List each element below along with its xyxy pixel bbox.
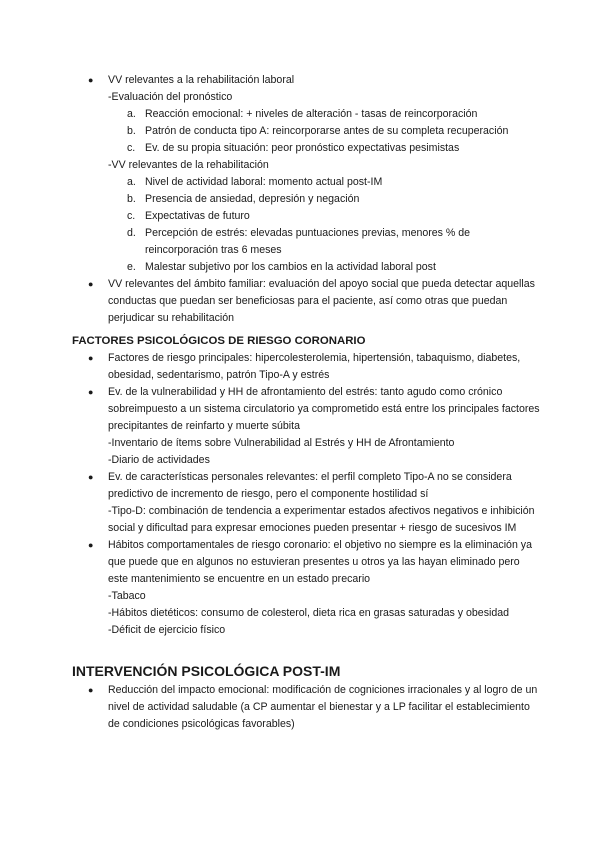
bullet-text: Hábitos comportamentales de riesgo coronario: el objetivo no siempre es la eliminación ya que puede que en algunos no estuvieran presentes u otros ya las hayan eliminado pero este mantenimiento se encuentre en un estado precario xyxy=(108,539,532,585)
list-marker: d. xyxy=(127,227,136,239)
bullet-item xyxy=(0,350,600,384)
bullet-icon: ● xyxy=(88,387,94,397)
sub-item: -Inventario de ítems sobre Vulnerabilidad al Estrés y HH de Afrontamiento xyxy=(108,437,455,449)
bullet-text: Factores de riesgo principales: hipercolesterolemia, hipertensión, tabaquismo, diabetes, obesidad, sedentarismo, patrón Tipo-A y estrés xyxy=(108,352,521,381)
list-marker: e. xyxy=(127,261,136,273)
bullet-text: Ev. de la vulnerabilidad y HH de afrontamiento del estrés: tanto agudo como crónico sobreimpuesto a un sistema circulatorio ya comprometido está entre los principales factores precipitantes de reinfarto y muerte súbita xyxy=(108,386,540,432)
list-text: Percepción de estrés: elevadas puntuaciones previas, menores % de reincorporación tras 6 meses xyxy=(145,227,471,256)
bullet-icon: ● xyxy=(88,279,94,289)
list-text: Presencia de ansiedad, depresión y negación xyxy=(145,193,360,205)
list-marker: a. xyxy=(127,108,136,120)
bullet-text: Reducción del impacto emocional: modificación de cogniciones irracionales y al logro de un nivel de actividad saludable (a CP aumentar el bienestar y a LP facilitar el establecimiento de condiciones psicológicas favorables) xyxy=(108,684,538,730)
list-item xyxy=(0,123,600,140)
bullet-text: VV relevantes del ámbito familiar: evaluación del apoyo social que pueda detectar aquellas conductas que puedan ser beneficiosas para el paciente, así como otras que puedan perjudicar su rehabilitación xyxy=(108,278,535,324)
list-item xyxy=(0,208,600,225)
bullet-item xyxy=(0,72,600,89)
list-marker: a. xyxy=(127,176,136,188)
list-item xyxy=(0,106,600,123)
bullet-item xyxy=(0,682,600,733)
list-text: Ev. de su propia situación: peor pronóstico expectativas pesimistas xyxy=(145,142,460,154)
section-heading: FACTORES PSICOLÓGICOS DE RIESGO CORONARIO xyxy=(72,335,366,347)
sub-item: -Diario de actividades xyxy=(108,454,210,466)
bullet-icon: ● xyxy=(88,75,94,85)
bullet-icon: ● xyxy=(88,472,94,482)
bullet-item xyxy=(0,469,600,537)
list-marker: b. xyxy=(127,193,136,205)
list-item xyxy=(0,140,600,157)
sub-item: -Déficit de ejercicio físico xyxy=(108,624,226,636)
section-heading: INTERVENCIÓN PSICOLÓGICA POST-IM xyxy=(72,663,341,679)
bullet-item xyxy=(0,384,600,469)
bullet-item xyxy=(0,276,600,327)
section-rehabilitacion xyxy=(0,72,600,327)
bullet-text: VV relevantes a la rehabilitación laboral xyxy=(108,74,295,86)
list-marker: c. xyxy=(127,210,136,222)
list-text: Reacción emocional: + niveles de alteración - tasas de reincorporación xyxy=(145,108,478,120)
list-marker: c. xyxy=(127,142,136,154)
bullet-icon: ● xyxy=(88,353,94,363)
section-factores xyxy=(0,350,600,639)
bullet-icon: ● xyxy=(88,540,94,550)
section-intervencion xyxy=(0,682,600,733)
list-text: Nivel de actividad laboral: momento actual post-IM xyxy=(145,176,383,188)
list-text: Patrón de conducta tipo A: reincorporarse antes de su completa recuperación xyxy=(145,125,509,137)
bullet-text: Ev. de características personales relevantes: el perfil completo Tipo-A no se considera predictivo de incremento de riesgo, pero el componente hostilidad sí xyxy=(108,471,512,500)
list-item xyxy=(0,225,600,259)
list-item xyxy=(0,191,600,208)
list-item xyxy=(0,174,600,191)
sub-item: -Hábitos dietéticos: consumo de colesterol, dieta rica en grasas saturadas y obesidad xyxy=(108,607,510,619)
list-text: Malestar subjetivo por los cambios en la actividad laboral post xyxy=(145,261,436,273)
list-text: Expectativas de futuro xyxy=(145,210,250,222)
sub-item: -Tipo-D: combinación de tendencia a experimentar estados afectivos negativos e inhibición social y dificultad para expresar emociones pueden presentar + riesgo de sucesivos IM xyxy=(108,505,535,534)
bullet-icon: ● xyxy=(88,685,94,695)
sub-heading: -Evaluación del pronóstico xyxy=(108,91,233,103)
sub-item: -Tabaco xyxy=(108,590,146,602)
bullet-item xyxy=(0,537,600,639)
list-item xyxy=(0,259,600,276)
sub-heading: -VV relevantes de la rehabilitación xyxy=(108,159,269,171)
list-marker: b. xyxy=(127,125,136,137)
